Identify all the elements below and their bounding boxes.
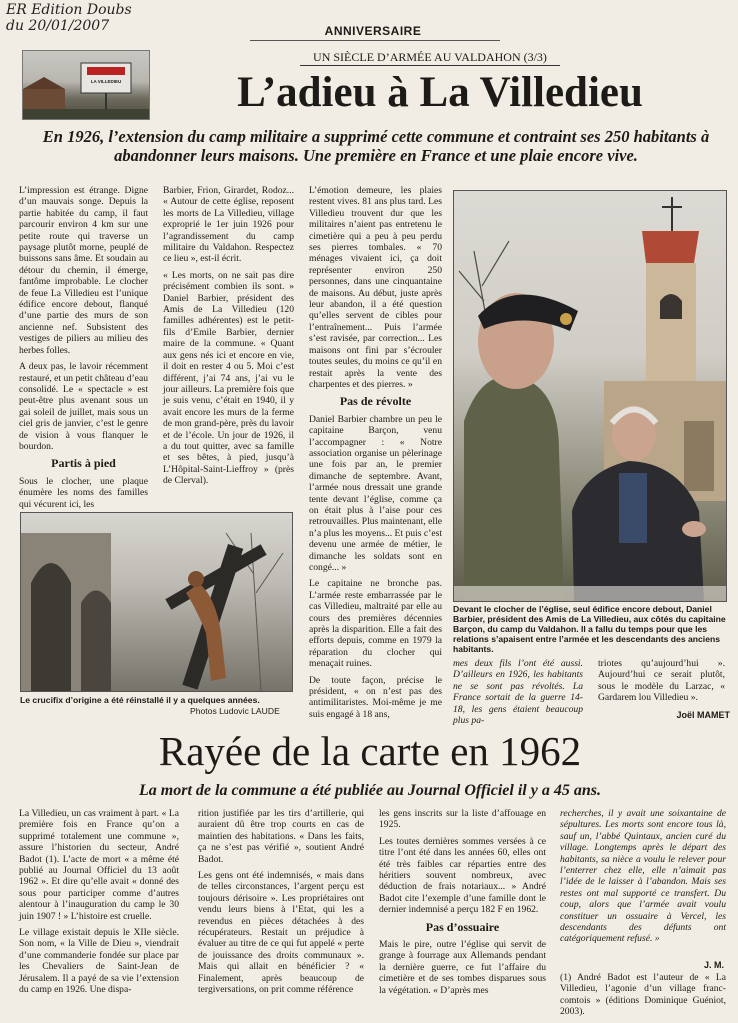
main-photo xyxy=(453,190,727,602)
subheading-pas-d-ossuaire: Pas d’ossuaire xyxy=(425,919,500,934)
rubric-rule xyxy=(250,40,500,41)
thumbnail-sign-text: LA VILLEDIEU xyxy=(90,79,122,84)
paragraph: Les toutes dernières sommes versées à ce titre l’ont été dans les années 60, elles ont été très faibles car réparties entre des héritiers souvent nombreux, avec déduction de frais notariaux... » André Badot cite l’exemple d’une famille dont le dernier indemnisé a perçu 182 F en 1962. xyxy=(379,835,546,916)
paragraph: les gens inscrits sur la liste d’affouage en 1925. xyxy=(379,808,546,831)
paragraph: Sous le clocher, une plaque énumère les noms des familles qui vécurent ici, les xyxy=(19,475,148,510)
paragraph: A deux pas, le lavoir récemment restauré, et un petit château d’eau consolidé. Le « spectacle » est peut-être plus avenant sous un gai soleil de juillet, mais sous un ciel gris de janvier, c’est le genre de vision à vous flanquer le bourdon. xyxy=(19,361,148,452)
note-line-2: du 20/01/2007 xyxy=(6,18,110,34)
photo-credit: Photos Ludovic LAUDE xyxy=(190,706,280,716)
rubric-label: ANNIVERSAIRE xyxy=(324,24,422,38)
main-photo-caption: Devant le clocher de l’église, seul édifice encore debout, Daniel Barbier, président des Amis de La Villedieu, aux côtés du capitaine Barçon, du camp du Valdahon. Il a fallu du temps pour que les relations s’apaisent entre l’armée et les descendants des anciens habitants. xyxy=(453,604,726,654)
article1-signature: Joël MAMET xyxy=(676,710,730,720)
main-headline: L’adieu à La Villedieu xyxy=(237,69,643,116)
paragraph: rition justifiée par les tirs d’artillerie, qui auraient dû être trop courts en cas de maintien des habitations. « Dans les faits, ça ne s’est pas vérifié », soutient André Badot. xyxy=(198,808,364,865)
article2-signature: J. M. xyxy=(703,960,724,970)
secondary-headline: Rayée de la carte en 1962 xyxy=(158,728,582,774)
handwritten-edition-note xyxy=(6,2,176,34)
paragraph: Barbier, Frion, Girardet, Rodoz... « Autour de cette église, reposent les morts de La Villedieu, village exproprié le 1er juin 1926 pour l’agrandissement du camp militaire du Valdahon. Respectez ce lieu », est-il écrit. xyxy=(163,185,294,265)
paragraph: Le capitaine ne bronche pas. L’armée reste embarrassée par le cas Villedieu, maltraité par elle au cours des premières décennies après la disparition. Elle a fait des efforts depuis, comme en 1979 la réparation du clocher qui menaçait ruines. xyxy=(309,578,442,670)
paragraph: L’émotion demeure, les plaies restent vives. 81 ans plus tard. Les Villedieu trouvent dur que les militaires n’aient pas entretenu le cimetière qui a peu à peu perdu ses pierres tombales. « 70 ménages vivaient ici, ça doit représenter environ 250 personnes, dans une cinquantaine de maisons. Au début, juste après leur abandon, il a été question qu’elles servent de cibles pour l’entraînement... Puis l’armée s’est ravisée, par correction... Les maisons ont fini par s’écrouler toutes seules, du moins ce qu’il en restait après la vente des charpentes et des pierres. » xyxy=(309,185,442,390)
article1-column-4: mes deux fils l’ont été aussi. D’ailleurs en 1926, les habitants ne se sont pas révoltés. La France sortait de la guerre 14-18, les gens étaient beaucoup plus pa- xyxy=(453,658,583,727)
crucifix-photo xyxy=(20,512,293,692)
article1-column-1 xyxy=(19,185,148,510)
thumbnail-scene xyxy=(23,51,149,119)
secondary-lead: La mort de la commune a été publiée au Journal Officiel il y a 45 ans. xyxy=(139,782,601,799)
article1-column-2 xyxy=(163,185,294,505)
article2-footnote: (1) André Badot est l’auteur de « La Villedieu, l’agonie d’un village franc-comtois » (éditions Dominique Guéniot, 2003). xyxy=(560,972,726,1018)
paragraph: « Les morts, on ne sait pas dire précisément combien ils sont. » Daniel Barbier, président des Amis de La Villedieu (120 familles adhérentes) est le petit-fils d’Emile Barbier, dernier maire de la commune. « Quant aux gens nés ici et encore en vie, il doit en rester 4 ou 5. Moi c’est différent, j’ai 74 ans, j’ai vu le jour ailleurs. La première fois que je suis venu, c’était en 1940, il y avait encore les murs de la ferme de mon grand-père, près du lavoir et de l’école. Un jour de 1926, il a du tout quitter, avec sa famille et ses bêtes, à pied, jusqu’à L’Hôpital-Saint-Lieffroy » (près de Clerval). xyxy=(163,269,294,487)
paragraph: L’impression est étrange. Digne d’un mauvais songe. Depuis la partie habitée du camp, il faut parcourir environ 4 km sur une petite route qui traverse un paysage plutôt morne, peuplé de buissons sans âme. Et soudain au détour du chemin, il émerge, fantôme improbable. Le clocher de feue La Villedieu est l’unique édifice encore debout, flanqué d’une partie des murs de son ancienne nef. Subsistent des vestiges de piliers au milieu des herbes folles. xyxy=(19,185,148,356)
crucifix-photo-scene xyxy=(21,513,292,691)
crucifix-photo-caption: Le crucifix d’origine a été réinstallé il y a quelques années. xyxy=(20,695,260,705)
paragraph: Daniel Barbier chambre un peu le capitaine Barçon, venu l’accompagner : « Notre association organise un pèlerinage une fois par an, le premier dimanche de septembre. Avant, l’armée nous dressait une grande tente devant l’église, comme ça on était plus à l’aise pour ces retrouvailles. Plus maintenant, elle n’a plus les moyens... Et puis c’est devenu une armée de métier, le dimanche les soldats sont en congé... » xyxy=(309,413,442,573)
paragraph: Le village existait depuis le XIIe siècle. Son nom, « la Ville de Dieu », viendrait d’une commanderie fondée sur place par les Chevaliers de Saint-Jean de Jérusalem. Il a payé de sa vie l’extension du camp en 1926. Une dispa- xyxy=(19,927,179,996)
thumbnail-photo xyxy=(22,50,150,120)
subheading-pas-de-revolte: Pas de révolte xyxy=(339,394,412,409)
article1-column-3 xyxy=(309,185,442,725)
article1-column-5: triotes qu’aujourd’hui ». Aujourd’hui ce serait plutôt, sous le modèle du Larzac, « Gardarem lou Villedieu ». xyxy=(598,658,725,704)
paragraph: La Villedieu, un cas vraiment à part. « La première fois en France qu’on a supprimé totalement une commune », assure l’historien du secteur, André Badot (1). L’acte de mort « a même été publié au Journal Officiel du 13 août 1962 ». Et dire qu’elle avait « donné des sous pour participer comme d’autres alentour à l’inauguration du camp le 30 juin 1907 ! » L’histoire est cruelle. xyxy=(19,808,179,922)
article2-column-2 xyxy=(198,808,364,1013)
kicker-underline xyxy=(300,65,560,66)
main-photo-scene xyxy=(454,191,726,601)
article2-column-1 xyxy=(19,808,179,1013)
article2-column-3 xyxy=(379,808,546,1013)
paragraph: Mais le pire, outre l’église qui servit de grange à fourrage aux Allemands pendant la dernière guerre, ce fut l’affaire du cimetière et de ses tombes disparues sous la végétation. « D’après mes xyxy=(379,939,546,996)
series-kicker: UN SIÈCLE D’ARMÉE AU VALDAHON (3/3) xyxy=(313,50,547,64)
note-line-1: ER Edition Doubs xyxy=(6,2,132,18)
main-lead: En 1926, l’extension du camp militaire a supprimé cette commune et contraint ses 250 habitants à abandonner leurs maisons. Une première en France et une plaie encore vive. xyxy=(42,127,710,165)
paragraph: De toute façon, précise le président, « on n’est pas des antimilitaristes. Moi-même je me suis engagé à 18 ans, xyxy=(309,674,442,720)
article2-column-4: recherches, il y avait une soixantaine de sépultures. Les morts sont encore tous là, sauf un, l’abbé Quintaux, ancien curé du village. Longtemps après le départ des habitants, sa nièce a voulu le relever pour l’enterrer chez elle, elle n’aimait pas l’idée de le laisser à l’abandon. Mais ses restes ont mal supporté ce transfert. Du coup, alors que l’armée avait voulu constituer un ossuaire à Vercel, les descendants des défunts ont catégoriquement refusé. » xyxy=(560,808,726,945)
subheading-partis-a-pied: Partis à pied xyxy=(51,456,116,471)
paragraph: Les gens ont été indemnisés, « mais dans de telles circonstances, l’argent perçu est toujours dérisoire ». Les propriétaires ont vendu leurs biens à l’Etat, qui les a revendus en pièces détachées à des récupérateurs. Restait un préjudice à évaluer au titre de ce qui fut appelé « perte de jouissance des droits communaux ». Mais qui allait en bénéficier ? « Finalement, après beaucoup de tergiversations, on prit comme référence xyxy=(198,870,364,996)
